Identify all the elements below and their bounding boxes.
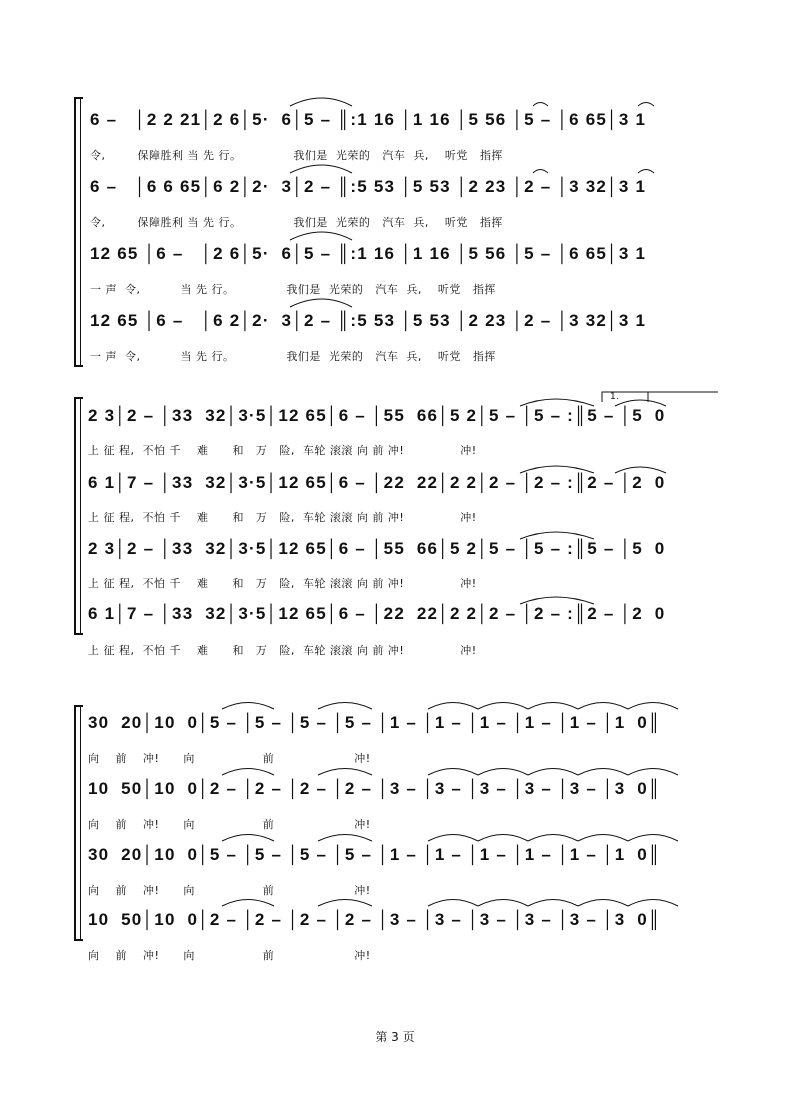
staff-lyrics-1-1: 令, 保障胜利 当 先 行。 我们是 光荣的 汽车 兵, 听党 指挥 [90,149,503,162]
staff-lyrics-3-2: 向 前 冲! 向 前 冲! [88,818,371,831]
staff-notes-3-1: 30 20│10 0│5 – │5 – │5 – │5 – │1 – │1 – │1 – │1 – │1 – │1 0║ [88,713,662,732]
staff-lyrics-1-3: 一 声 令, 当 先 行。 我们是 光荣的 汽车 兵, 听党 指挥 [90,283,496,296]
staff-lyrics-2-3: 上 征 程, 不怕 千 难 和 万 险, 车轮 滚滚 向 前 冲! 冲! [88,577,477,590]
staff-lyrics-3-3: 向 前 冲! 向 前 冲! [88,884,371,897]
staff-notes-2-1: 2 3│2 – │33 32│3·5│12 65│6 – │55 66│5 2│5 – │5 – :║5 – │5 0 [88,406,666,425]
staff-notes-1-1: 6 – │2 2 21│2 6│5· 6│5 – ║:1 16 │1 16 │5 56 │5 – │6 65│3 1 [90,110,647,129]
staff-notes-2-4: 6 1│7 – │33 32│3·5│12 65│6 – │22 22│2 2│2 – │2 – :║2 – │2 0 [88,604,666,623]
staff-notes-3-2: 10 50│10 0│2 – │2 – │2 – │2 – │3 – │3 – │3 – │3 – │3 – │3 0║ [88,779,662,798]
staff-lyrics-2-1: 上 征 程, 不怕 千 难 和 万 险, 车轮 滚滚 向 前 冲! 冲! [88,444,477,457]
staff-lyrics-3-1: 向 前 冲! 向 前 冲! [88,752,371,765]
staff-lyrics-2-4: 上 征 程, 不怕 千 难 和 万 险, 车轮 滚滚 向 前 冲! 冲! [88,644,477,657]
staff-lyrics-2-2: 上 征 程, 不怕 千 难 和 万 险, 车轮 滚滚 向 前 冲! 冲! [88,511,477,524]
staff-lyrics-1-2: 令, 保障胜利 当 先 行。 我们是 光荣的 汽车 兵, 听党 指挥 [90,216,503,229]
staff-notes-1-3: 12 65 │6 – │2 6│5· 6│5 – ║:1 16 │1 16 │5 56 │5 – │6 65│3 1 [90,244,647,263]
staff-notes-1-2: 6 – │6 6 65│6 2│2· 3│2 – ║:5 53 │5 53 │2 23 │2 – │3 32│3 1 [90,177,647,196]
staff-notes-3-3: 30 20│10 0│5 – │5 – │5 – │5 – │1 – │1 – │1 – │1 – │1 – │1 0║ [88,845,662,864]
staff-notes-3-4: 10 50│10 0│2 – │2 – │2 – │2 – │3 – │3 – │3 – │3 – │3 – │3 0║ [88,910,662,929]
page-number: 第 3 页 [375,1030,415,1044]
volta-1-label: 1. [610,392,620,402]
staff-lyrics-1-4: 一 声 令, 当 先 行。 我们是 光荣的 汽车 兵, 听党 指挥 [90,350,496,363]
staff-notes-2-3: 2 3│2 – │33 32│3·5│12 65│6 – │55 66│5 2│5 – │5 – :║5 – │5 0 [88,539,666,558]
staff-notes-1-4: 12 65 │6 – │6 2│2· 3│2 – ║:5 53 │5 53 │2 23 │2 – │3 32│3 1 [90,311,647,330]
staff-notes-2-2: 6 1│7 – │33 32│3·5│12 65│6 – │22 22│2 2│2 – │2 – :║2 – │2 0 [88,473,666,492]
staff-lyrics-3-4: 向 前 冲! 向 前 冲! [88,949,371,962]
